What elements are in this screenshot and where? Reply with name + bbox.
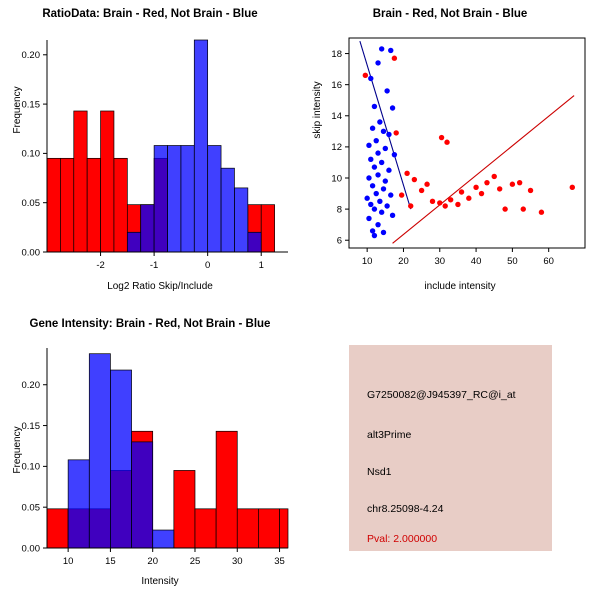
svg-text:10: 10 <box>62 556 74 567</box>
scatter-xlabel: include intensity <box>424 281 496 292</box>
svg-text:12: 12 <box>331 142 342 154</box>
hist-gene-ylabel: Frequency <box>12 426 23 474</box>
svg-text:1: 1 <box>258 260 264 271</box>
info-event: alt3Prime <box>367 429 412 441</box>
svg-text:20: 20 <box>147 556 158 567</box>
scatter-ylabel: skip intensity <box>312 81 323 139</box>
svg-text:0.20: 0.20 <box>21 50 40 62</box>
svg-text:50: 50 <box>507 256 518 267</box>
svg-text:6: 6 <box>336 235 342 247</box>
svg-text:0: 0 <box>205 260 211 271</box>
svg-text:8: 8 <box>336 204 342 216</box>
panel-hist-gene <box>0 300 300 600</box>
svg-text:30: 30 <box>434 256 446 267</box>
svg-text:35: 35 <box>274 556 285 567</box>
hist-ratio-title: RatioData: Brain - Red, Not Brain - Blue <box>42 8 258 20</box>
info-gene: Nsd1 <box>367 466 392 478</box>
hist-gene-xlabel: Intensity <box>141 576 179 587</box>
svg-text:25: 25 <box>189 556 201 567</box>
svg-text:-2: -2 <box>96 260 105 271</box>
hist-ratio-xlabel: Log2 Ratio Skip/Include <box>107 281 213 292</box>
hist-gene-title: Gene Intensity: Brain - Red, Not Brain - Blue <box>29 318 271 330</box>
hist-gene-plot <box>0 300 300 600</box>
scatter-plot <box>300 0 600 300</box>
svg-text:0.05: 0.05 <box>21 197 40 209</box>
svg-text:16: 16 <box>331 79 342 91</box>
svg-text:0.05: 0.05 <box>21 502 40 514</box>
scatter-title: Brain - Red, Not Brain - Blue <box>372 8 528 20</box>
info-locus: chr8.25098-4.24 <box>367 503 444 515</box>
svg-text:0.10: 0.10 <box>21 148 40 160</box>
svg-text:0.00: 0.00 <box>21 543 40 555</box>
svg-text:0.15: 0.15 <box>21 420 40 432</box>
svg-text:0.10: 0.10 <box>21 461 40 473</box>
svg-text:15: 15 <box>105 556 116 567</box>
info-panel <box>349 345 552 551</box>
hist-ratio-ylabel: Frequency <box>12 86 23 134</box>
panel-hist-ratio <box>0 0 300 300</box>
svg-text:60: 60 <box>543 256 554 267</box>
svg-text:30: 30 <box>231 556 243 567</box>
info-probe: G7250082@J945397_RC@i_at <box>367 389 516 401</box>
svg-text:14: 14 <box>331 111 342 123</box>
svg-text:40: 40 <box>470 256 482 267</box>
info-pval: Pval: 2.000000 <box>367 533 438 545</box>
panel-scatter <box>300 0 600 300</box>
svg-text:18: 18 <box>331 48 342 60</box>
hist-ratio-plot <box>0 0 300 300</box>
svg-text:10: 10 <box>331 173 342 185</box>
svg-text:0.20: 0.20 <box>21 380 40 392</box>
svg-text:-1: -1 <box>149 260 159 271</box>
svg-text:0.00: 0.00 <box>21 247 40 259</box>
svg-text:0.15: 0.15 <box>21 99 40 111</box>
svg-text:10: 10 <box>361 256 373 267</box>
svg-text:20: 20 <box>398 256 409 267</box>
